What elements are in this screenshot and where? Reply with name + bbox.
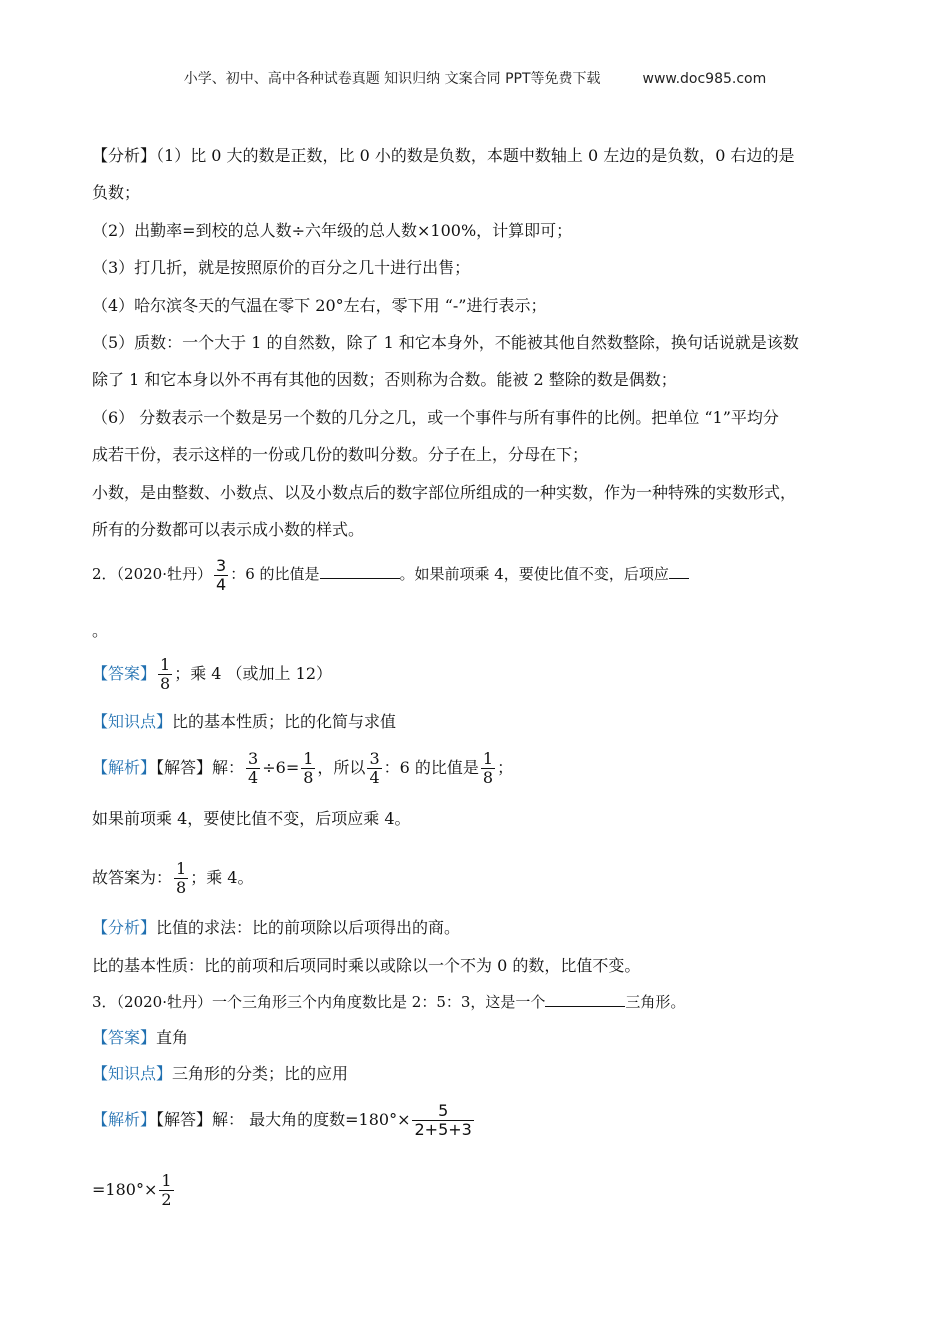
analysis1-line-6: （5）质数：一个大于 1 的自然数，除了 1 和它本身外，不能被其他自然数整除，换句话说就是该数: [92, 333, 799, 352]
q2-answer-fraction: $\frac{1}{8}$: [160, 655, 171, 693]
analysis1-line-9: 成若干份，表示这样的一份或几份的数叫分数。分子在上，分母在下；: [92, 445, 589, 464]
q2-analysis: 【分析】比值的求法：比的前项除以后项得出的商。: [92, 918, 461, 937]
answer-tag: 【答案】: [92, 664, 157, 683]
q2-solution-line-1: 【解析】【解答】解： $\frac{3}{4}$ ÷6= $\frac{1}{8}$ ，所以 $\frac{3}{4}$ ：6 的比值是 $\frac{1}{8}$ ；: [92, 749, 514, 787]
solution-tag: 【解析】: [92, 1110, 157, 1129]
analysis1-line-1: 【分析】（1）比 0 大的数是正数，比 0 小的数是负数，本题中数轴上 0 左边的是负数，0 右边的是: [92, 146, 795, 165]
analysis1-line-4: （3）打几折，就是按照原价的百分之几十进行出售；: [92, 258, 471, 277]
analysis1-line-10: 小数，是由整数、小数点、以及小数点后的数字部位所组成的一种实数，作为一种特殊的实数形式，: [92, 483, 797, 502]
knowledge-tag: 【知识点】: [92, 712, 173, 731]
answer-tag: 【答案】: [92, 1028, 157, 1047]
q2-end-mark: 。: [92, 621, 109, 640]
analysis-tag: 【分析】: [92, 918, 157, 937]
solution-tag: 【解析】: [92, 758, 157, 777]
q3-stem: 3．（2020·牡丹）一个三角形三个内角度数比是 2：5：3，这是一个 三角形。: [92, 990, 685, 1013]
q2-stem: 2．（2020·牡丹） $\frac{3}{4}$ ：6 的比值是 。如果前项乘 4，要使比值不变，后项应: [92, 554, 689, 594]
q3-blank[interactable]: [545, 990, 625, 1007]
q3-knowledge-point: 【知识点】三角形的分类；比的应用: [92, 1064, 349, 1083]
q3-answer: 【答案】直角: [92, 1028, 189, 1047]
analysis1-line-11: 所有的分数都可以表示成小数的样式。: [92, 520, 365, 539]
header-text: 小学、初中、高中各种试卷真题 知识归纳 文案合同 PPT等免费下载: [183, 71, 601, 87]
analysis1-line-3: （2）出勤率=到校的总人数÷六年级的总人数×100%，计算即可；: [92, 221, 573, 240]
q2-number: 2．: [92, 565, 117, 583]
q2-analysis-line-2: 比的基本性质：比的前项和后项同时乘以或除以一个不为 0 的数，比值不变。: [92, 956, 641, 975]
header-site: www.doc985.com: [642, 71, 767, 87]
knowledge-tag: 【知识点】: [92, 1064, 173, 1083]
solve-tag: 【解答】: [156, 758, 213, 777]
page-header: [0, 68, 950, 88]
q2-blank-2[interactable]: [669, 562, 689, 579]
q3-number: 3．: [92, 993, 117, 1011]
q2-blank-1[interactable]: [320, 562, 400, 579]
analysis1-line-8: （6） 分数表示一个数是另一个数的几分之几，或一个事件与所有事件的比例。把单位 “1”平均分: [92, 408, 779, 427]
q2-source: （2020·牡丹）: [116, 565, 212, 583]
q2-knowledge-point: 【知识点】比的基本性质；比的化简与求值: [92, 712, 397, 731]
solve-tag: 【解答】: [156, 1110, 213, 1129]
q2-final-answer: 故答案为： $\frac{1}{8}$ ；乘 4。: [92, 859, 254, 897]
analysis1-line-7: 除了 1 和它本身以外不再有其他的因数；否则称为合数。能被 2 整除的数是偶数；: [92, 370, 677, 389]
q2-answer: 【答案】 $\frac{1}{8}$ ；乘 4 （或加上 12）: [92, 655, 333, 693]
q2-solution-line-2: 如果前项乘 4，要使比值不变，后项应乘 4。: [92, 809, 411, 828]
analysis1-line-5: （4）哈尔滨冬天的气温在零下 20°左右，零下用 “-”进行表示；: [92, 296, 547, 315]
analysis1-line-2: 负数；: [92, 183, 141, 202]
q3-source: （2020·牡丹）: [116, 993, 212, 1011]
analysis-tag: 【分析】: [92, 146, 157, 165]
q3-solution-line-2: =180°× $\frac{1}{2}$: [92, 1171, 172, 1209]
q3-solution-line-1: 【解析】【解答】解： 最大角的度数=180°× $\frac{5}{2+5+3}$: [92, 1101, 472, 1139]
q2-fraction: $\frac{3}{4}$: [216, 555, 227, 594]
